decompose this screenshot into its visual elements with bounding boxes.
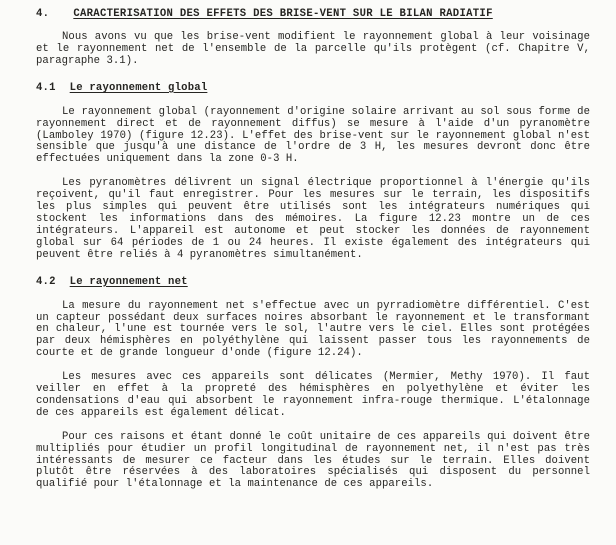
section-4-1-paragraph-2: Les pyranomètres délivrent un signal électrique proportionnel à l'énergie qu'ils reçoivent, qu'il faut enregistrer. Pour les mesures sur le terrain, les dispositifs les plus simples qui peuvent être utilisés sont les intégrateurs numériques qui stockent les informations dans des mémoires. La figure 12.23 montre un de ces intégrateurs. L'appareil est autonome et peut stocker les données de rayonnement global sur 64 périodes de 1 ou 24 heures. Il existe également des intégrateurs qui peuvent être reliés à 4 pyranomètres simultanément. [36,177,590,261]
section-4-2-paragraph-2: Les mesures avec ces appareils sont délicates (Mermier, Methy 1970). Il faut veiller en effet à la propreté des hémisphères en polyethylène et éviter les condensations d'eau qui absorbent le rayonnement infra-rouge thermique. L'étalonnage de ces appareils est également délicat. [36,371,590,419]
intro-paragraph: Nous avons vu que les brise-vent modifient le rayonnement global à leur voisinage et le rayonnement net de l'ensemble de la parcelle qu'ils protègent (cf. Chapitre V, paragraphe 3.1). [36,31,590,67]
title-number: 4. [36,8,50,20]
section-4-1-paragraph-1: Le rayonnement global (rayonnement d'origine solaire arrivant au sol sous forme de rayonnement direct et de rayonnement diffus) se mesure à l'aide d'un pyranomètre (Lamboley 1970) (figure 12.23). L'effet des brise-vent sur le rayonnement global n'est sensible que jusqu'à une distance de l'ordre de 3 H, les mesures devront donc être effectuées uniquement dans la zone 0-3 H. [36,105,590,166]
title-text: CARACTERISATION DES EFFETS DES BRISE-VENT SUR LE BILAN RADIATIF [73,8,493,20]
section-title: Le rayonnement net [69,275,188,288]
document-title [36,8,590,20]
section-heading-4-2 [36,276,590,288]
section-number: 4.1 [36,81,56,94]
section-number: 4.2 [36,275,56,288]
section-4-2-paragraph-3: Pour ces raisons et étant donné le coût unitaire de ces appareils qui doivent être multipliés pour étudier un profil longitudinal de rayonnement net, il n'est pas très intéressants de mesurer ce facteur dans les études sur le terrain. Elles doivent plutôt être réservées à des laboratoires spécialisés qui disposent du personnel qualifié pour l'étalonnage et la maintenance de ces appareils. [36,430,590,491]
section-heading-4-1 [36,82,590,94]
section-4-2-paragraph-1: La mesure du rayonnement net s'effectue avec un pyrradiomètre différentiel. C'est un capteur possédant deux surfaces noires absorbant le rayonnement et le transformant en chaleur, l'une est tournée vers le sol, l'autre vers le ciel. Elles sont protégées par deux hémisphères en polyéthylène qui laissent passer tous les rayonnements de courte et de grande longueur d'onde (figure 12.24). [36,299,590,360]
section-title: Le rayonnement global [69,81,208,94]
